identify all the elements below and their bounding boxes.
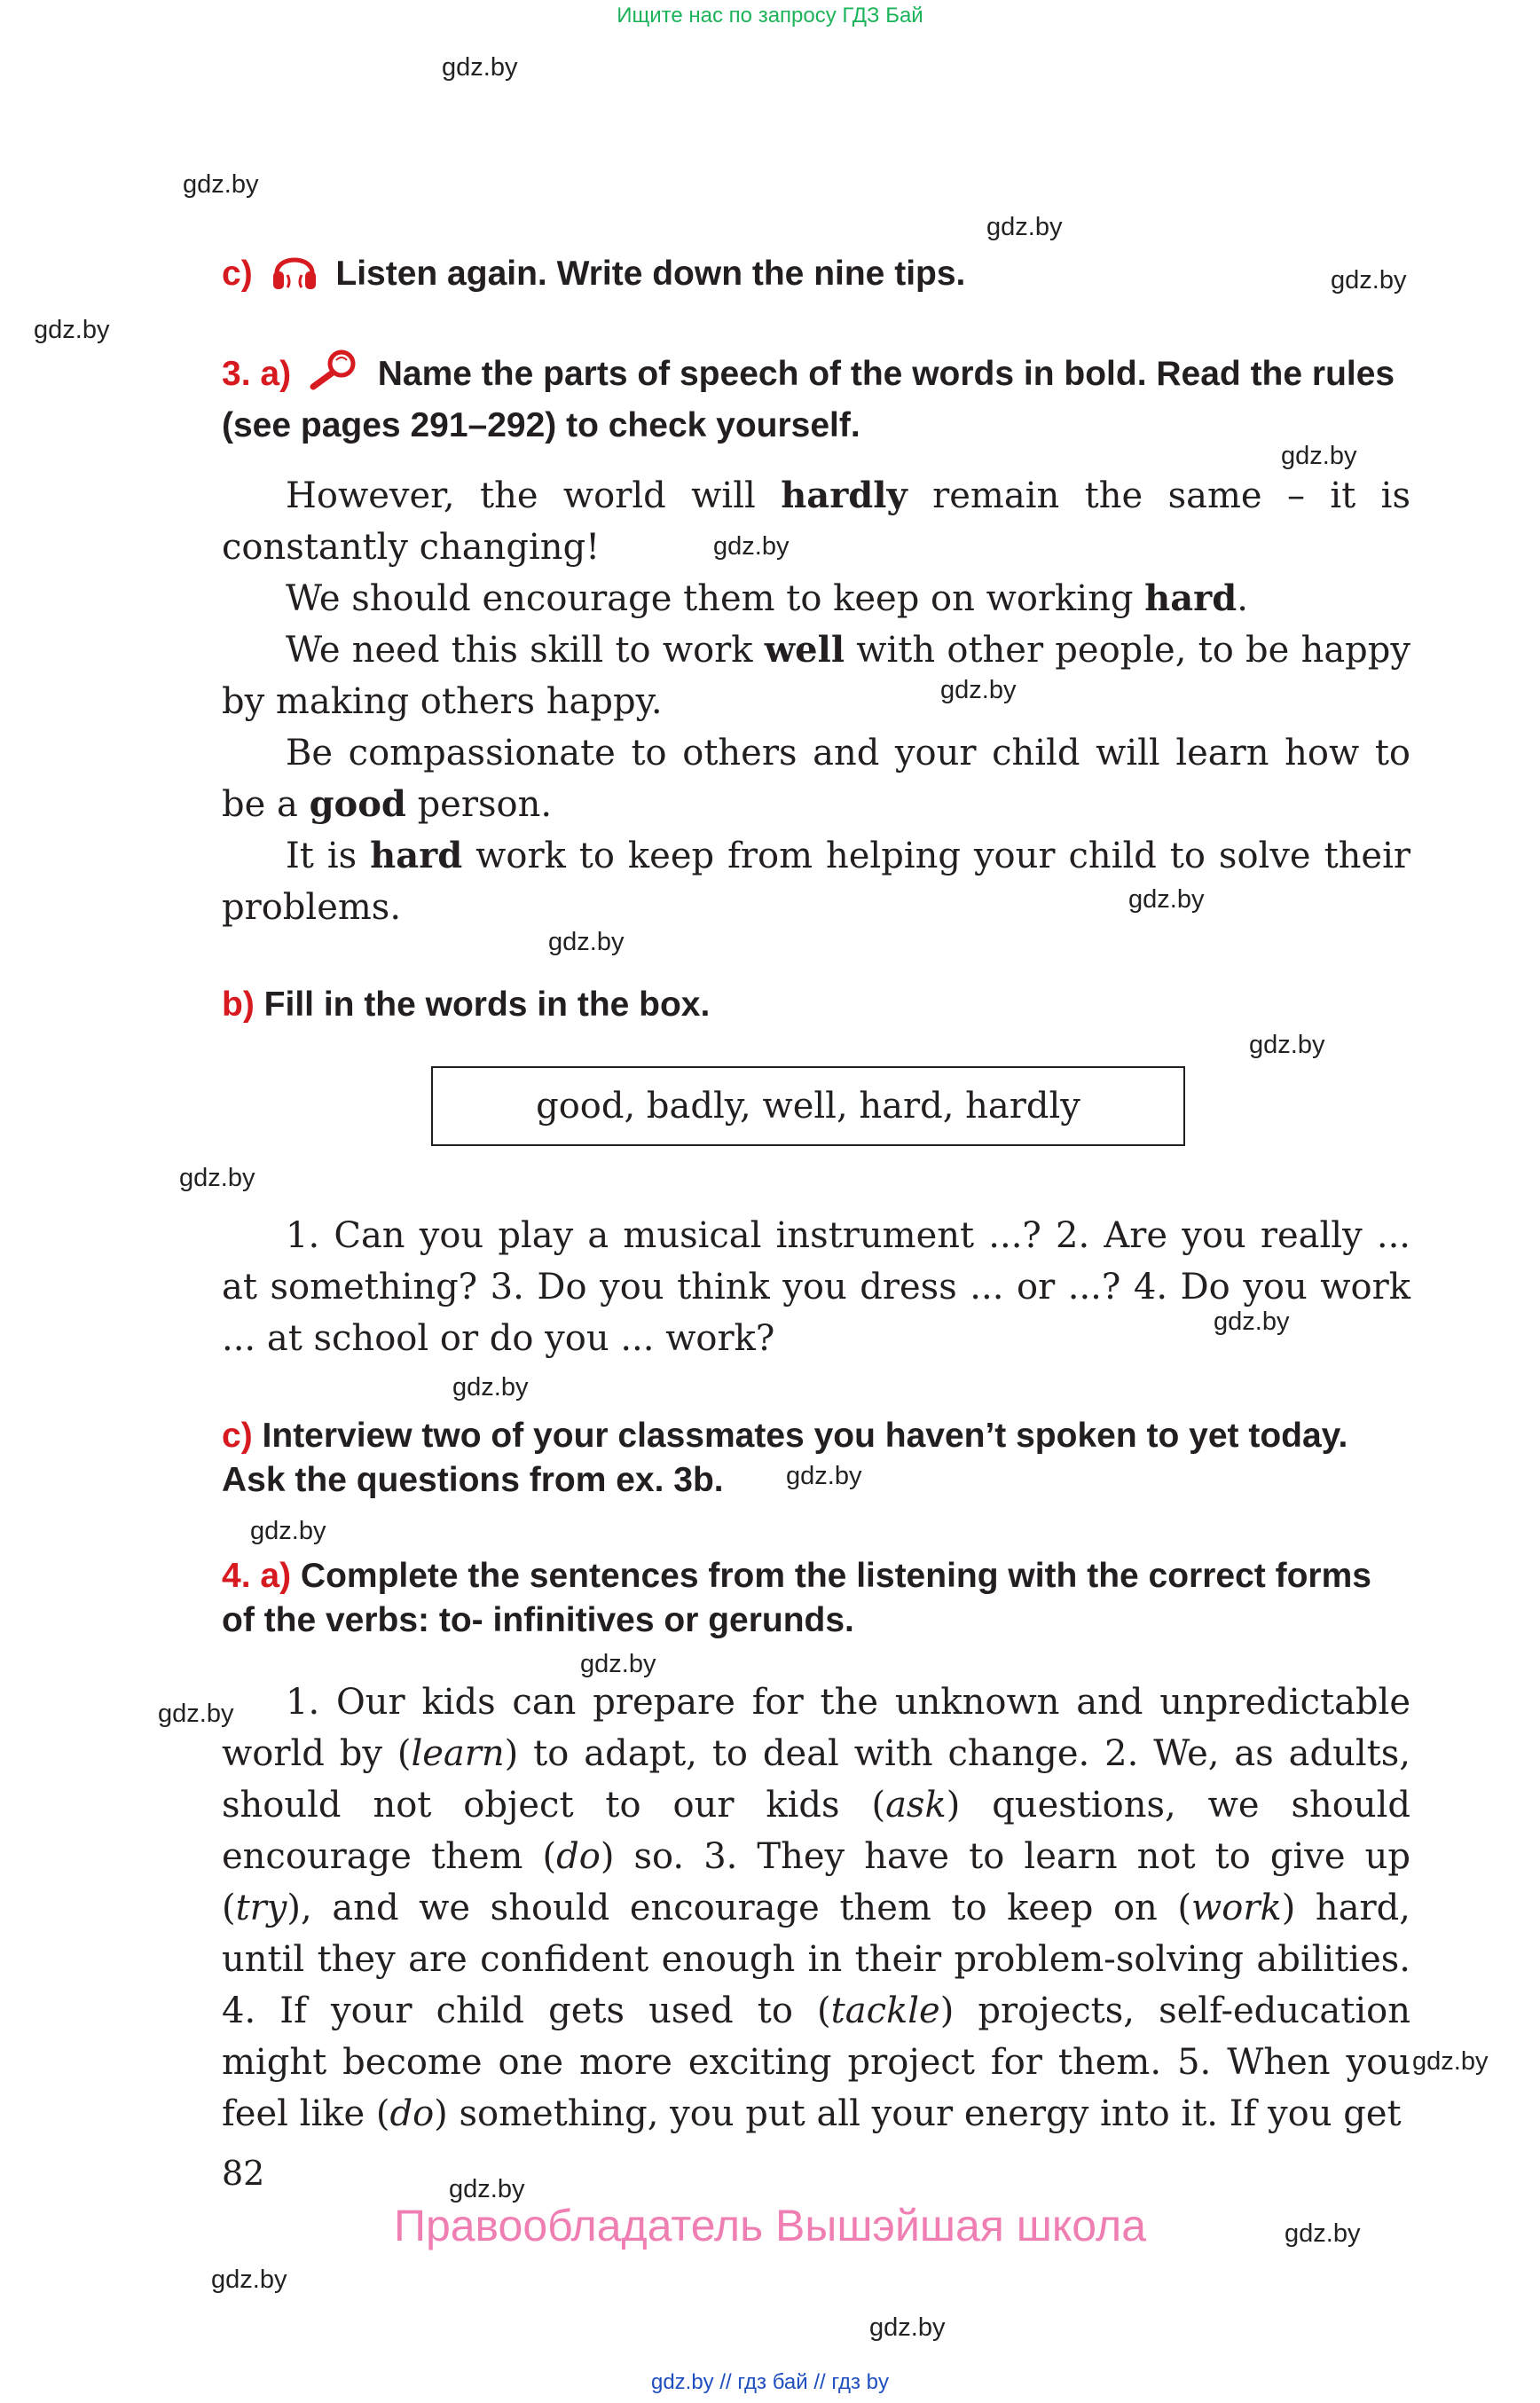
watermark: gdz.by — [1281, 442, 1357, 470]
task-text: Fill in the words in the box. — [263, 986, 711, 1024]
verb-prompt: learn — [411, 1733, 505, 1774]
page-number: 82 — [222, 2154, 265, 2193]
task-c-listen — [222, 247, 1410, 304]
task-4a — [222, 1554, 1410, 1643]
exercise-text: 1. Our kids can prepare for the unknown and unpredictable world by (learn) to adapt, to deal with change. 2. We, as adults, should not object to our kids (ask) questions, we should encourage them (do) so. 3. They have to learn not to give up (try), and we should encourage them to keep on (work) hard, until they are confident enough in their problem-solving abilities. 4. If your child gets used to (tackle) projects, self-education might become one more exciting project for them. 5. When you feel like (do) something, you put all your energy into it. If you get — [222, 1682, 1410, 2134]
verb-prompt: do — [389, 2093, 435, 2134]
task-label: c) — [222, 1417, 253, 1455]
task-label: b) — [222, 986, 255, 1024]
verb-prompt: try — [235, 1888, 287, 1928]
watermark: gdz.by — [786, 1462, 862, 1490]
watermark: gdz.by — [211, 2266, 287, 2294]
watermark: gdz.by — [183, 170, 259, 199]
verb-prompt: do — [556, 1836, 601, 1877]
exercise-text: 1. Can you play a musical instrument ...? 2. Are you really ... at something? 3. Do you think you dress ... or ...? 4. Do you work ... at school or do you ... work? — [222, 1215, 1410, 1359]
watermark: gdz.by — [158, 1700, 234, 1728]
footer-links: gdz.by // гдз бай // гдз by — [650, 2370, 890, 2394]
watermark: gdz.by — [1249, 1031, 1325, 1059]
sentence: Be compassionate to others and your child will learn how to be a good person. — [222, 733, 1410, 825]
watermark: gdz.by — [1214, 1308, 1290, 1336]
watermark: gdz.by — [580, 1650, 656, 1678]
watermark: gdz.by — [1331, 266, 1407, 294]
watermark: gdz.by — [548, 928, 625, 956]
sentence: We should encourage them to keep on working hard. — [286, 577, 1248, 619]
task-text: Listen again. Write down the nine tips. — [335, 254, 966, 293]
copyright-notice: Правообладатель Вышэйшая школа — [394, 2201, 1146, 2250]
task-text: Name the parts of speech of the words in bold. Read the rules (see pages 291–292) to check yourself. — [222, 354, 1395, 444]
sentence: However, the world will hardly remain the same – it is constantly changing! — [222, 475, 1410, 568]
headphones-icon — [270, 247, 319, 304]
task-3c — [222, 1414, 1410, 1503]
watermark: gdz.by — [449, 2175, 525, 2203]
watermark: gdz.by — [1128, 885, 1205, 914]
exercise-3b — [222, 1210, 1410, 1364]
watermark: gdz.by — [1412, 2047, 1489, 2076]
sentence: We need this skill to work well with other people, to be happy by making others happy. — [222, 629, 1410, 722]
word-box: good, badly, well, hard, hardly — [431, 1066, 1185, 1146]
exercise-4a — [222, 1677, 1410, 2140]
magnifier-icon — [306, 348, 363, 404]
top-banner: Ищите нас по запросу ГДЗ Бай — [617, 4, 923, 27]
verb-prompt: ask — [885, 1785, 947, 1826]
watermark: gdz.by — [452, 1373, 529, 1402]
watermark: gdz.by — [869, 2313, 946, 2342]
task-label: a) — [260, 1557, 292, 1595]
watermark: gdz.by — [940, 676, 1017, 704]
verb-prompt: work — [1191, 1888, 1282, 1928]
task-label: c) — [222, 254, 253, 293]
task-text: Complete the sentences from the listening with the correct forms of the verbs: to- infinitives or gerunds. — [222, 1557, 1371, 1639]
verb-prompt: tackle — [830, 1991, 940, 2031]
task-3b — [222, 983, 1410, 1027]
watermark: gdz.by — [713, 532, 790, 561]
watermark: gdz.by — [250, 1517, 326, 1545]
watermark: gdz.by — [986, 213, 1063, 241]
task-3a — [222, 348, 1410, 448]
watermark: gdz.by — [442, 53, 518, 82]
sentence: It is hard work to keep from helping your child to solve their problems. — [222, 835, 1410, 928]
task-label: a) — [260, 354, 292, 393]
task-text: Interview two of your classmates you haven’t spoken to yet today. Ask the questions from ex. 3b. — [222, 1417, 1348, 1499]
bold-words-sentences — [222, 470, 1410, 933]
watermark: gdz.by — [179, 1164, 255, 1192]
task-number: 4. — [222, 1557, 251, 1595]
watermark: gdz.by — [1285, 2219, 1361, 2248]
task-number: 3. — [222, 354, 251, 393]
watermark: gdz.by — [34, 316, 110, 344]
